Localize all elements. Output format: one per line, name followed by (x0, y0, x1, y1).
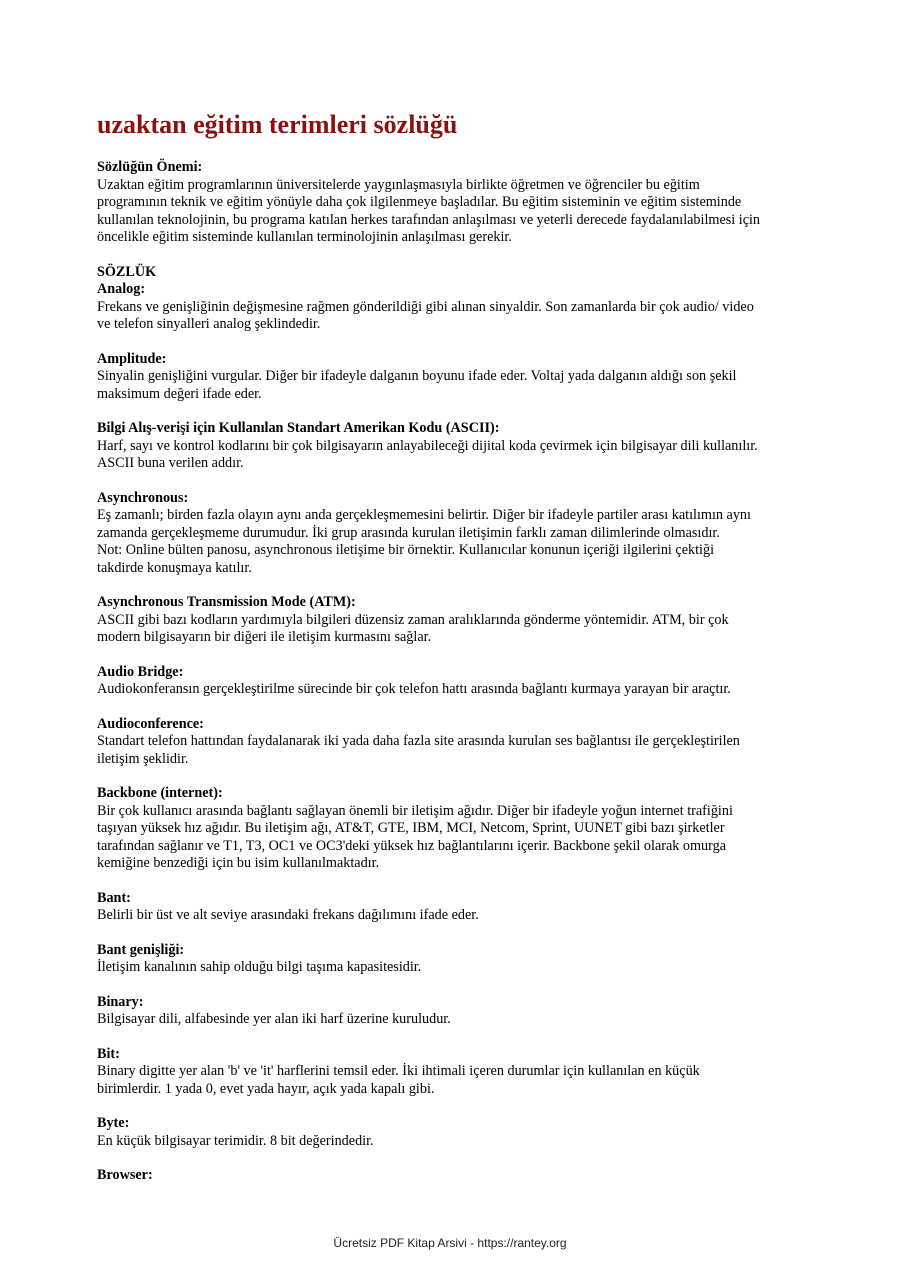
glossary-entry (97, 351, 817, 404)
glossary-entry (97, 594, 817, 647)
glossary-entry (97, 1115, 817, 1150)
term-definition: İletişim kanalının sahip olduğu bilgi taşıma kapasitesidir. (97, 959, 422, 975)
glossary-heading: SÖZLÜK (97, 263, 157, 280)
term-name: Bit: (97, 1045, 120, 1062)
term-name: Bant: (97, 889, 131, 906)
glossary-entry (97, 994, 817, 1029)
intro-section (97, 159, 817, 247)
glossary-entry (97, 1046, 817, 1099)
term-definition: Standart telefon hattından faydalanarak iki yada daha fazla site arasında kurulan ses bağlantısı ile gerçekleştirilen iletişim şeklidir. (97, 733, 740, 767)
term-name: Bant genişliği: (97, 941, 185, 958)
document-title: uzaktan eğitim terimleri sözlüğü (97, 110, 458, 139)
glossary-entry (97, 890, 817, 925)
term-name: Binary: (97, 993, 144, 1010)
term-definition: ASCII gibi bazı kodların yardımıyla bilgileri düzensiz zaman aralıklarında gönderme yöntemidir. ATM, bir çok modern bilgisayarın bir diğeri ile iletişim kurmasını sağlar. (97, 611, 729, 645)
term-name: Browser: (97, 1167, 153, 1183)
glossary-entry (97, 664, 817, 699)
glossary-entry (97, 281, 817, 334)
term-name: Analog: (97, 281, 146, 297)
glossary-entry (97, 785, 817, 873)
glossary-entry (97, 1167, 817, 1185)
term-definition: Bir çok kullanıcı arasında bağlantı sağlayan önemli bir iletişim ağıdır. Diğer bir ifadeyle yoğun internet trafiğini taşıyan yüksek hız ağıdır. Bu iletişim ağı, AT&T, GTE, IBM, MCI, Netcom, Sprint, UUNET gibi bazı şirketler tarafından sağlanır ve T1, T3, OC1 ve OC3'deki yüksek hız bağlantılarını içerir. Backbone şekil olarak omurga kemiğine benzediği için bu isim kullanılmaktadır. (97, 802, 733, 871)
term-definition: Eş zamanlı; birden fazla olayın aynı anda gerçekleşmemesini belirtir. Diğer bir ifadeyle partiler arası katılımın aynı zamanda gerçekleşmeme durumudur. İki grup arasında kurulan iletişimin farklı zaman dilimlerinde olmasıdır. Not: Online bülten panosu, asynchronous iletişime bir örnektir. Kullanıcılar konunun içeriği ilgilerini çektiği takdirde konuşmaya katılır. (97, 507, 751, 576)
term-definition: Belirli bir üst ve alt seviye arasındaki frekans dağılımını ifade eder. (97, 907, 479, 923)
term-definition: Binary digitte yer alan 'b' ve 'it' harflerini temsil eder. İki ihtimali içeren durumlar için kullanılan en küçük birimlerdir. 1 yada 0, evet yada hayır, açık yada kapalı gibi. (97, 1063, 700, 1097)
term-definition: Frekans ve genişliğinin değişmesine rağmen gönderildiği gibi alınan sinyaldir. Son zamanlarda bir çok audio/ video ve telefon sinyalleri analog şeklindedir. (97, 298, 754, 332)
term-name: Audioconference: (97, 715, 204, 732)
term-name: Amplitude: (97, 350, 167, 367)
glossary-entry (97, 420, 817, 473)
term-definition: Harf, sayı ve kontrol kodlarını bir çok bilgisayarın anlayabileceği dijital koda çevirmek için bilgisayar dili kullanılır. ASCII buna verilen addır. (97, 437, 758, 471)
document-page (97, 110, 817, 1202)
term-name: Audio Bridge: (97, 663, 184, 680)
term-definition: Sinyalin genişliğini vurgular. Diğer bir ifadeyle dalganın boyunu ifade eder. Voltaj yada dalganın aldığı son şekil maksimum değeri ifade eder. (97, 368, 737, 402)
glossary-entry (97, 716, 817, 769)
term-name: Bilgi Alış-verişi için Kullanılan Standart Amerikan Kodu (ASCII): (97, 420, 500, 436)
term-definition: En küçük bilgisayar terimidir. 8 bit değerindedir. (97, 1132, 374, 1149)
term-definition: Bilgisayar dili, alfabesinde yer alan iki harf üzerine kuruludur. (97, 1011, 451, 1027)
intro-text: Uzaktan eğitim programlarının üniversitelerde yaygınlaşmasıyla birlikte öğretmen ve öğrenciler bu eğitim programının teknik ve eğitim yönüyle daha çok ilgilenmeye başladılar. Bu eğitim sisteminin ve eğitim sisteminde kullanılan teknolojinin, bu programa katılan herkes tarafından anlaşılması ve yeterli derecede faydalanılabilmesi için öncelikle eğitim sisteminde kullanılan terminolojinin anlaşılması gerekir. (97, 176, 761, 245)
term-name: Asynchronous: (97, 489, 189, 506)
glossary-list (97, 281, 817, 1185)
term-name: Byte: (97, 1115, 130, 1131)
page-footer: Ücretsiz PDF Kitap Arsivi - https://rantey.org (333, 1236, 567, 1250)
term-name: Asynchronous Transmission Mode (ATM): (97, 594, 356, 610)
glossary-entry (97, 942, 817, 977)
intro-heading: Sözlüğün Önemi: (97, 159, 203, 175)
glossary-entry (97, 490, 817, 578)
term-name: Backbone (internet): (97, 785, 223, 801)
term-definition: Audiokonferansın gerçekleştirilme sürecinde bir çok telefon hattı arasında bağlantı kurmaya yarayan bir araçtır. (97, 681, 731, 697)
